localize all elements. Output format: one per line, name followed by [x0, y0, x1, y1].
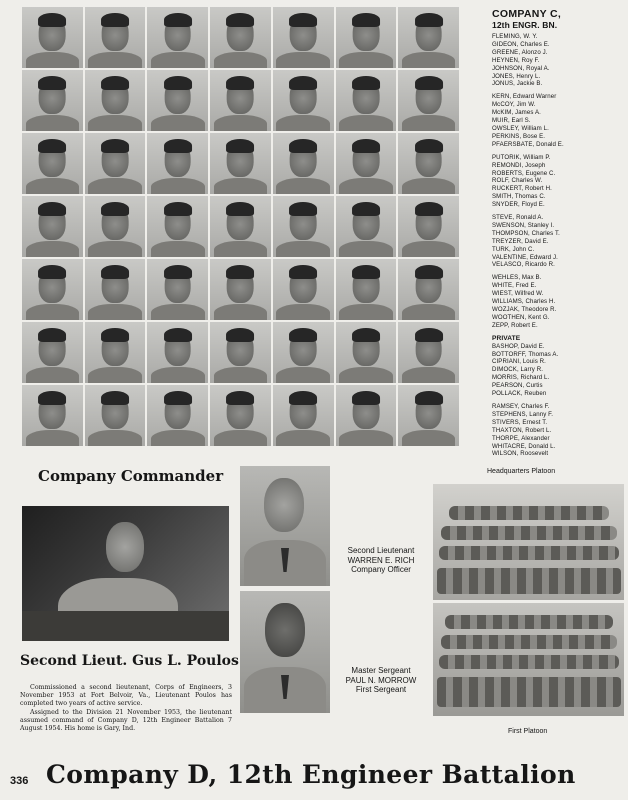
portrait	[85, 196, 146, 257]
sergeant-role: First Sergeant	[355, 685, 407, 694]
roster-entry: McKIM, James A.	[492, 109, 541, 117]
roster-entry: RUCKERT, Robert H.	[492, 185, 552, 193]
roster-entry: McCOY, Jim W.	[492, 101, 536, 109]
platoon-row	[439, 655, 619, 669]
commander-photo	[22, 506, 229, 641]
roster-entry: VELASCO, Ricardo R.	[492, 261, 555, 269]
roster-entry: JOHNSON, Royal A.	[492, 64, 550, 72]
roster-entry: BOTTORFF, Thomas A.	[492, 350, 559, 358]
hq-platoon-label: Headquarters Platoon	[487, 468, 556, 475]
portrait	[22, 7, 83, 68]
bio-paragraph-1: Commissioned a second lieutenant, Corps of Engineers, 3 November 1953 at Fort Belvoir, Va., Lieutenant Poulos has completed two years of active service.	[20, 684, 232, 708]
roster-entry: TURK, John C.	[492, 245, 535, 253]
roster-entry: THOMPSON, Charles T.	[492, 229, 560, 237]
roster	[492, 8, 624, 463]
portrait	[22, 322, 83, 383]
roster-entry: WEHLES, Max B.	[492, 274, 542, 282]
portrait	[336, 385, 397, 446]
portrait	[147, 196, 208, 257]
portrait	[147, 385, 208, 446]
portrait	[210, 259, 271, 320]
portrait	[22, 196, 83, 257]
roster-entry: PFAERSBATE, Donald E.	[492, 140, 564, 148]
roster-entry: ROBERTS, Eugene C.	[492, 169, 556, 177]
portrait	[398, 70, 459, 131]
portrait	[273, 70, 334, 131]
commander-bio	[20, 684, 232, 733]
portrait	[336, 7, 397, 68]
portrait	[398, 322, 459, 383]
roster-entry: THAXTON, Robert L.	[492, 426, 552, 434]
roster-entry: RAMSEY, Charles F.	[492, 402, 550, 410]
portrait	[210, 322, 271, 383]
platoon-row	[445, 615, 613, 629]
roster-entry: ROLF, Charles W.	[492, 177, 543, 185]
desk	[22, 611, 229, 641]
portrait	[85, 259, 146, 320]
officer-role: Company Officer	[351, 565, 411, 574]
roster-entry: REMONDI, Joseph	[492, 161, 546, 169]
platoon-row	[441, 635, 617, 649]
portrait	[210, 133, 271, 194]
sergeant-rank: Master Sergeant	[351, 666, 411, 675]
section-title: Company Commander	[38, 467, 224, 485]
portrait	[85, 322, 146, 383]
portrait	[336, 259, 397, 320]
hq-platoon-photo	[433, 484, 624, 600]
portrait	[210, 7, 271, 68]
roster-entry: WOZJAK, Theodore R.	[492, 306, 557, 313]
roster-entry: JONUS, Jackie B.	[492, 80, 543, 88]
roster-entry: STEVE, Ronald A.	[492, 214, 544, 222]
sergeant-photo	[240, 591, 330, 713]
first-platoon-photo	[433, 603, 624, 716]
roster-entry: WIEST, Wilfred W.	[492, 290, 544, 298]
portrait	[210, 196, 271, 257]
portrait	[85, 70, 146, 131]
portrait	[336, 322, 397, 383]
portrait	[398, 385, 459, 446]
roster-entry: STEPHENS, Lanny F.	[492, 410, 554, 418]
portrait	[22, 133, 83, 194]
portrait	[147, 133, 208, 194]
officer-photo	[240, 466, 330, 586]
platoon-row	[439, 546, 619, 560]
roster-entry: KERN, Edward Warner	[492, 93, 557, 101]
officer-caption	[336, 546, 426, 575]
roster-entry: GIDEON, Charles E.	[492, 40, 550, 48]
roster-entry: OWSLEY, William L.	[492, 124, 549, 132]
officer-head	[264, 478, 304, 532]
roster-entry: WILLIAMS, Charles H.	[492, 298, 556, 306]
platoon-row	[437, 568, 621, 594]
roster-entry: ZEPP, Robert E.	[492, 321, 538, 329]
roster-entry: SWENSON, Stanley I.	[492, 221, 555, 229]
roster-entry: WOOTHEN, Kent G.	[492, 313, 550, 321]
portrait	[273, 196, 334, 257]
portrait	[210, 70, 271, 131]
portrait	[22, 259, 83, 320]
portrait	[273, 7, 334, 68]
roster-entry: WILSON, Roosevelt	[492, 450, 549, 458]
roster-entry: SMITH, Thomas C.	[492, 193, 546, 201]
portrait-grid	[22, 7, 459, 446]
roster-private-header: PRIVATE	[492, 334, 521, 342]
roster-entry: SNYDER, Floyd E.	[492, 201, 545, 209]
portrait	[85, 7, 146, 68]
portrait	[147, 7, 208, 68]
roster-entry: STIVERS, Ernest T.	[492, 418, 548, 426]
portrait	[85, 385, 146, 446]
roster-entry: JONES, Henry L.	[492, 72, 541, 80]
portrait	[210, 385, 271, 446]
roster-entry: PERKINS, Bose E.	[492, 132, 546, 140]
roster-entry: PUTORIK, William P.	[492, 153, 551, 161]
roster-entry: WHITACRE, Donald L.	[492, 442, 556, 450]
portrait	[22, 385, 83, 446]
roster-entry: CIPRIANI, Louis R.	[492, 358, 546, 366]
roster-entry: PEARSON, Curtis	[492, 382, 543, 390]
officer-name: WARREN E. RICH	[347, 555, 415, 565]
portrait	[336, 70, 397, 131]
roster-entry: MORRIS, Richard L.	[492, 374, 550, 382]
roster-entry: BASHOP, David E.	[492, 342, 545, 350]
portrait	[336, 133, 397, 194]
roster-list	[492, 33, 624, 463]
roster-entry: GREENE, Alonzo J.	[492, 48, 548, 56]
commander-name: Second Lieut. Gus L. Poulos	[20, 653, 239, 669]
portrait	[273, 259, 334, 320]
portrait	[273, 322, 334, 383]
portrait	[85, 133, 146, 194]
roster-entry: VALENTINE, Edward J.	[492, 253, 558, 261]
portrait	[336, 196, 397, 257]
portrait	[273, 133, 334, 194]
platoon-row	[441, 526, 617, 540]
portrait	[398, 259, 459, 320]
platoon-row	[449, 506, 609, 520]
portrait	[147, 70, 208, 131]
page-title: Company D, 12th Engineer Battalion	[46, 760, 576, 789]
portrait	[147, 259, 208, 320]
roster-entry: TREYZER, David E.	[492, 237, 549, 245]
platoon-row	[437, 677, 621, 707]
roster-battalion: 12th ENGR. BN.	[492, 20, 558, 30]
portrait	[398, 196, 459, 257]
roster-entry: FLEMING, W. Y.	[492, 33, 538, 40]
roster-entry: HEYNEN, Roy F.	[492, 56, 540, 64]
portrait	[22, 70, 83, 131]
commander-head	[106, 522, 144, 572]
roster-entry: DIMOCK, Larry R.	[492, 366, 544, 374]
first-platoon-label: First Platoon	[508, 728, 548, 735]
sergeant-name: PAUL N. MORROW	[345, 675, 417, 685]
sergeant-caption	[336, 666, 426, 695]
officer-rank: Second Lieutenant	[347, 546, 415, 555]
roster-company: COMPANY C,	[492, 8, 562, 20]
roster-entry: POLLACK, Reuben	[492, 390, 547, 398]
roster-entry: THORPE, Alexander	[492, 434, 550, 442]
sergeant-head	[265, 603, 305, 657]
portrait	[398, 7, 459, 68]
roster-entry: MUIR, Earl S.	[492, 117, 531, 125]
page-number: 336	[10, 775, 29, 787]
portrait	[147, 322, 208, 383]
portrait	[398, 133, 459, 194]
roster-entry: WHITE, Fred E.	[492, 282, 537, 290]
bio-paragraph-2: Assigned to the Division 21 November 1953, the lieutenant assumed command of Company D, 12th Engineer Battalion 7 August 1954. His home is Gary, Ind.	[20, 708, 232, 733]
portrait	[273, 385, 334, 446]
